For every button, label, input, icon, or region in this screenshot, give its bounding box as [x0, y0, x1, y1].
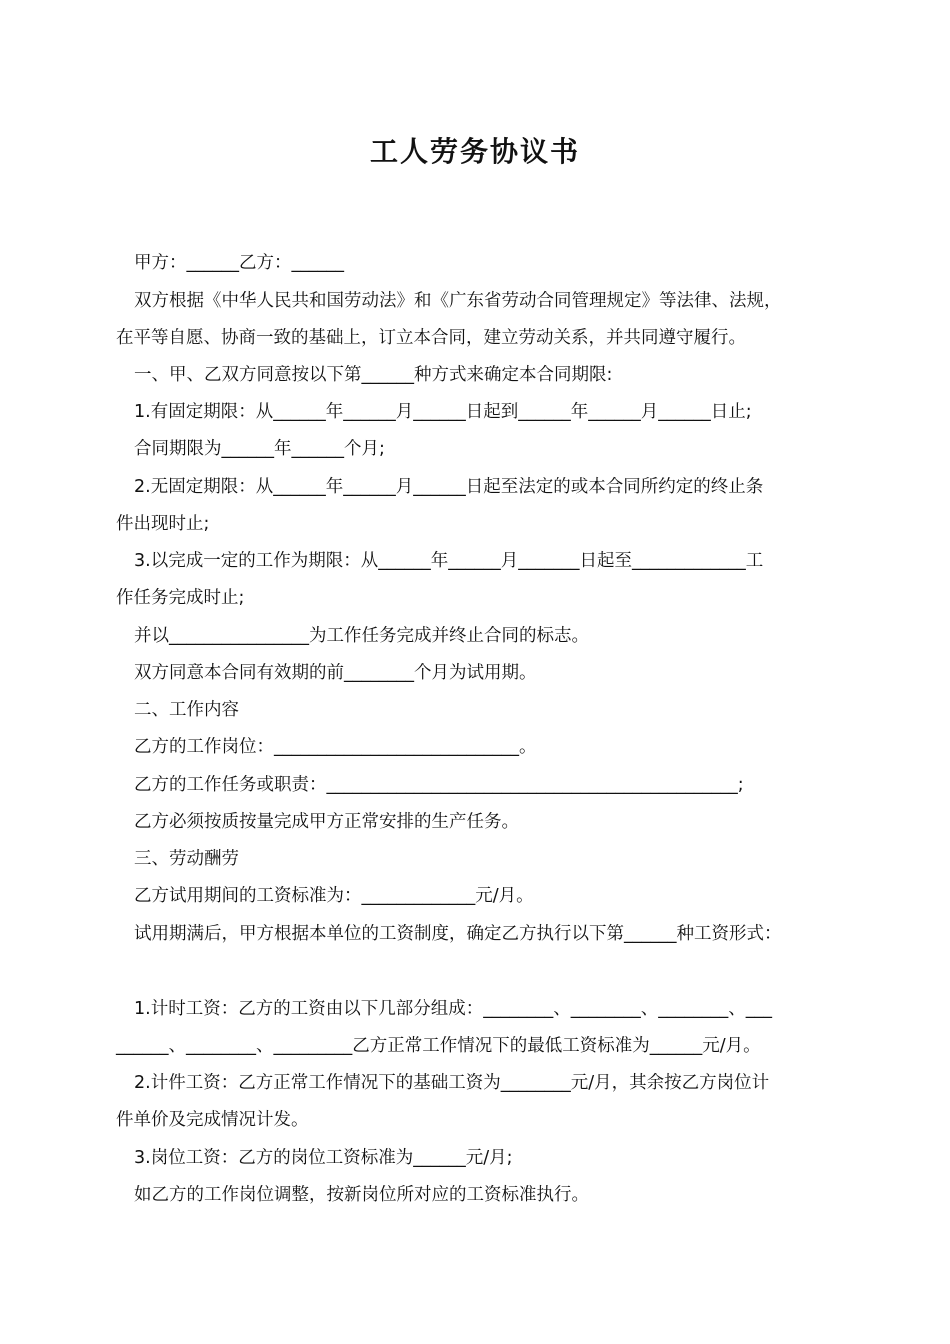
clause-line: 1.计时工资：乙方的工资由以下几部分组成：________、________、________、___	[134, 999, 772, 1019]
clause-line: 作任务完成时止;	[116, 588, 245, 608]
clause-line: 件单价及完成情况计发。	[116, 1110, 309, 1130]
party-line: 甲方：______乙方：______	[134, 253, 344, 273]
paragraph-line: 在平等自愿、协商一致的基础上，订立本合同，建立劳动关系，并共同遵守履行。	[116, 328, 746, 348]
clause-line: 1.有固定期限：从______年______月______日起到______年______月______日止;	[134, 402, 752, 422]
clause-line: 3.以完成一定的工作为期限：从______年______月_______日起至_____________工	[134, 551, 764, 571]
document-title: 工人劳务协议书	[369, 135, 580, 168]
clause-line: 并以________________为工作任务完成并终止合同的标志。	[134, 626, 589, 646]
clause-line: 乙方试用期间的工资标准为：_____________元/月。	[134, 886, 534, 906]
paragraph-line: 双方根据《中华人民共和国劳动法》和《广东省劳动合同管理规定》等法律、法规，	[134, 291, 782, 311]
section-heading: 三、劳动酬劳	[134, 849, 239, 869]
clause-line: 2.无固定期限：从______年______月______日起至法定的或本合同所约定的终止条	[134, 477, 764, 497]
clause-line: 合同期限为______年______个月;	[134, 439, 385, 459]
clause-line: 乙方必须按质按量完成甲方正常安排的生产任务。	[134, 812, 519, 832]
clause-line: 试用期满后，甲方根据本单位的工资制度，确定乙方执行以下第______种工资形式：	[134, 924, 782, 944]
clause-line: 乙方的工作任务或职责：_______________________________________________;	[134, 775, 744, 795]
section-heading: 一、甲、乙双方同意按以下第______种方式来确定本合同期限:	[134, 365, 613, 385]
clause-line: 双方同意本合同有效期的前________个月为试用期。	[134, 663, 537, 683]
clause-line: ______、________、_________乙方正常工作情况下的最低工资标准为______元/月。	[116, 1036, 761, 1056]
clause-line: 2.计件工资：乙方正常工作情况下的基础工资为________元/月，其余按乙方岗位计	[134, 1073, 770, 1093]
clause-line: 件出现时止;	[116, 514, 210, 534]
clause-line: 如乙方的工作岗位调整，按新岗位所对应的工资标准执行。	[134, 1185, 589, 1205]
clause-line: 3.岗位工资：乙方的岗位工资标准为______元/月;	[134, 1148, 513, 1168]
clause-line: 乙方的工作岗位：____________________________。	[134, 737, 537, 757]
section-heading: 二、工作内容	[134, 700, 239, 720]
